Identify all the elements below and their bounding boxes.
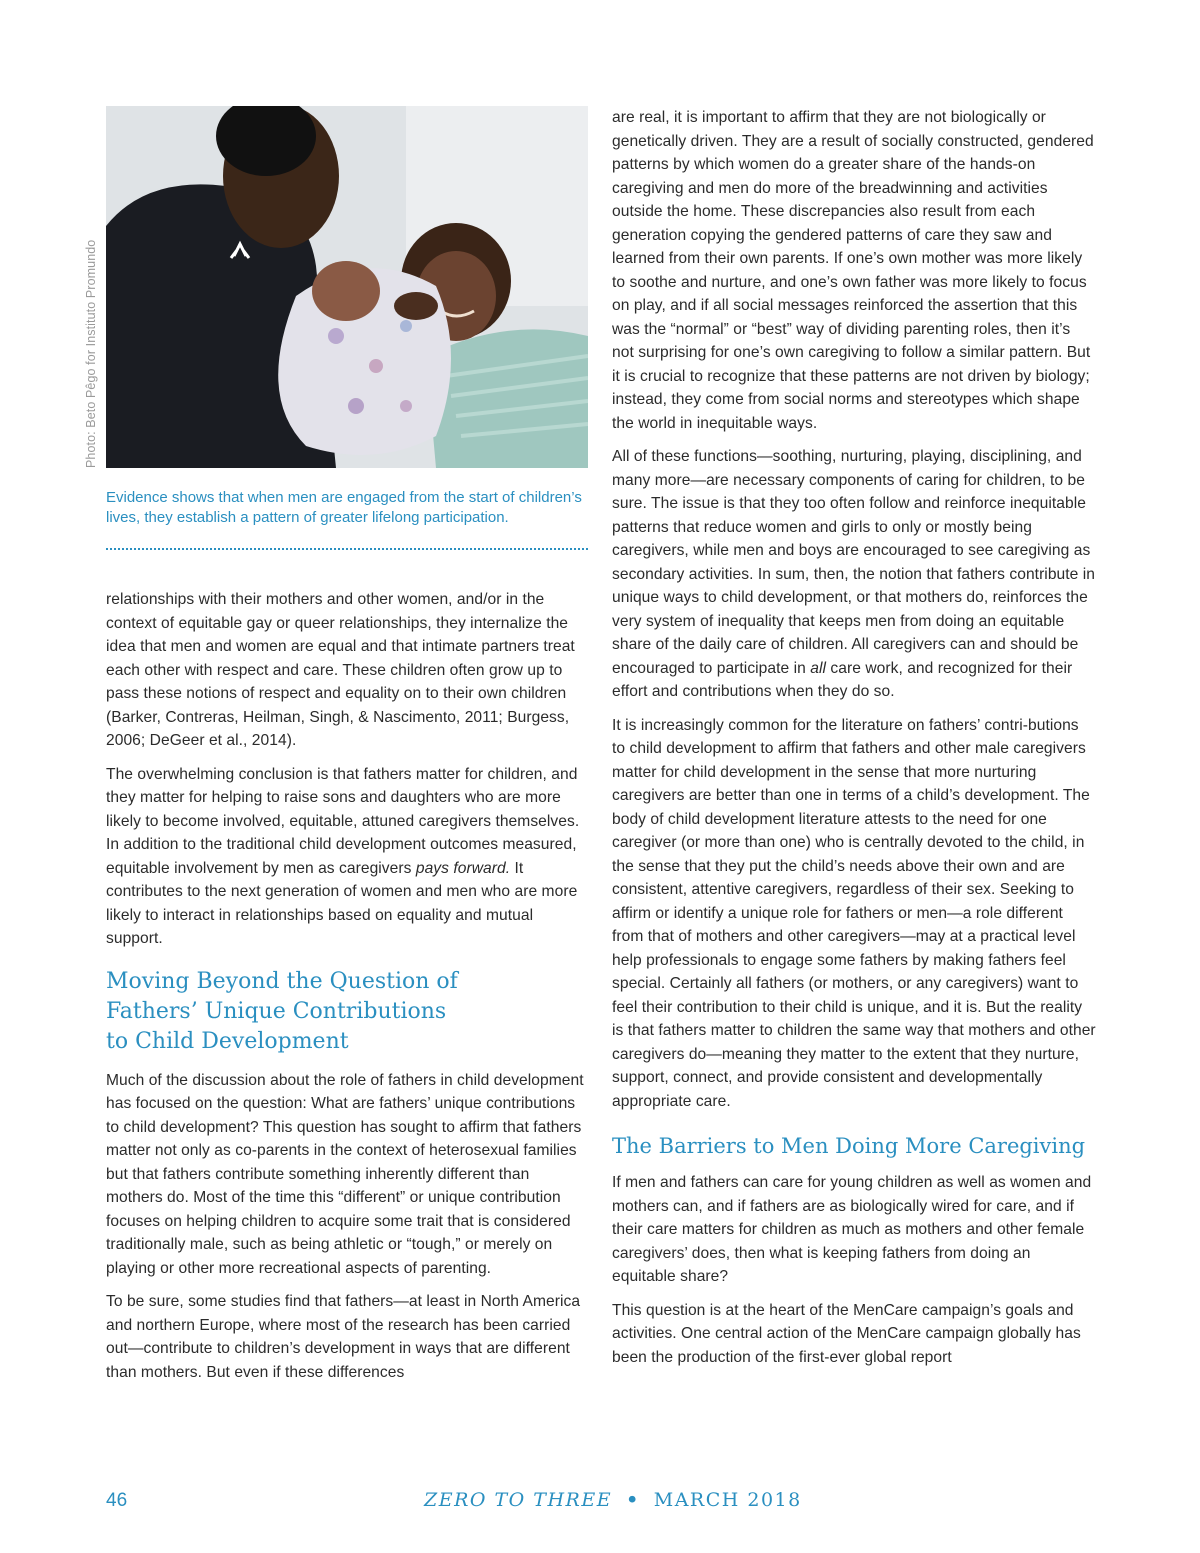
left-paragraph-4: To be sure, some studies find that fathers—at least in North America and northern Europe, where most of the research has been carried out—contribute to children’s development in ways that are different than mothers. But even if these differences bbox=[106, 1293, 581, 1381]
left-paragraph-2-text-a: The overwhelming conclusion is that fathers matter for children, and they matter for helping to raise sons and daughters who are more likely to become involved, equitable, attuned caregivers themselves. In addition to the traditional child development outcomes measured, equitable involvement by men as caregivers bbox=[106, 765, 580, 877]
photo-credit: Photo: Beto Pêgo for Instituto Promundo bbox=[84, 239, 98, 468]
heading-line-1: Moving Beyond the Question of bbox=[106, 968, 458, 994]
footer-separator: • bbox=[626, 1489, 640, 1511]
photo-father-kissing-newborn bbox=[106, 106, 588, 468]
right-paragraph-2-italic: all bbox=[810, 659, 827, 677]
right-paragraph-4: If men and fathers can care for young children as well as women and mothers can, and if fathers are as biologically wired for care, and if their care matters for children as much as mothers and other female caregivers’ does, then what is keeping fathers from doing an equitable share? bbox=[612, 1174, 1092, 1285]
section-heading-unique-contributions bbox=[106, 967, 590, 1057]
right-paragraph-2-text-a: All of these functions—soothing, nurturing, playing, disciplining, and many more—are necessary components of caring for children, to be sure. The issue is that they too often follow and reinforce inequitable patterns that reduce women and girls to only or mostly being caregivers, while men and boys are encouraged to see caregiving as secondary activities. In sum, then, the notion that fathers contribute in unique ways to child development, or that mothers do, reinforces the very system of inequality that keeps men from doing an equitable share of the daily care of children. All caregivers can and should be encouraged to participate in bbox=[612, 448, 1095, 677]
right-column bbox=[612, 106, 1096, 1379]
footer-publication bbox=[424, 1489, 802, 1511]
left-paragraph-2 bbox=[106, 763, 590, 951]
section-heading-barriers: The Barriers to Men Doing More Caregiving bbox=[612, 1134, 1086, 1158]
left-column bbox=[106, 588, 590, 1394]
photo-caption: Evidence shows that when men are engaged from the start of children’s lives, they establish a pattern of greater lifelong participation. bbox=[106, 489, 582, 526]
heading-line-3: to Child Development bbox=[106, 1028, 349, 1054]
right-paragraph-5: This question is at the heart of the MenCare campaign’s goals and activities. One central action of the MenCare campaign globally has been the production of the first-ever global report bbox=[612, 1301, 1081, 1366]
heading-line-2: Fathers’ Unique Contributions bbox=[106, 998, 447, 1024]
right-paragraph-2-text-b: care work, and recognized for their effort and contributions when they do so. bbox=[612, 659, 1073, 700]
left-paragraph-2-text-b: It contributes to the next generation of women and men who are more likely to interact in relationships based on equality and mutual support. bbox=[106, 859, 578, 947]
left-paragraph-1: relationships with their mothers and other women, and/or in the context of equitable gay or queer relationships, they internalize the idea that men and women are equal and that intimate partners treat each other with respect and care. These children often grow up to pass these notions of respect and equality on to their own children (Barker, Contreras, Heilman, Singh, & Nascimento, 2011; Burgess, 2006; DeGeer et al., 2014). bbox=[106, 591, 575, 749]
footer-issue-date: MARCH 2018 bbox=[653, 1489, 802, 1511]
right-paragraph-2 bbox=[612, 445, 1096, 704]
left-paragraph-2-italic: pays forward. bbox=[415, 859, 511, 877]
right-paragraph-1: are real, it is important to affirm that they are not biologically or genetically driven. They are a result of socially constructed, gendered patterns by which women do a greater share of the hands-on caregiving and men do more of the breadwinning and activities outside the home. These discrepancies also result from each generation copying the gendered patterns of care they saw and learned from their own parents. If one’s own mother was more likely to soothe and nurture, and one’s own father was more likely to focus on play, and if all social messages reinforced the assertion that this was the “normal” or “best” way of dividing parenting roles, then it’s not surprising for one’s own caregiving to follow a similar pattern. But it is crucial to recognize that these patterns are not driven by biology; instead, they come from social norms and stereotypes which shape the world in inequitable ways. bbox=[612, 109, 1094, 432]
page-number: 46 bbox=[106, 1490, 128, 1511]
footer-magazine-name: ZERO TO THREE bbox=[424, 1489, 613, 1511]
photo-illustration bbox=[106, 106, 588, 468]
caption-divider bbox=[106, 548, 588, 550]
left-paragraph-3: Much of the discussion about the role of fathers in child development has focused on the question: What are fathers’ unique contributions to child development? This question has sought to affirm that fathers matter not only as co-parents in the context of heterosexual families but that fathers contribute something inherently different than mothers do. Most of the time this “different” or unique contribution focuses on helping children to acquire some trait that is considered traditionally male, such as being athletic or “tough,” or merely on playing or other more recreational aspects of parenting. bbox=[106, 1071, 584, 1277]
right-paragraph-3: It is increasingly common for the literature on fathers’ contri-butions to child development to affirm that fathers and other male caregivers matter for child development in the sense that more nurturing caregivers are better than one in terms of a child’s development. The body of child development literature attests to the need for one caregiver (or more than one) who is centrally devoted to the child, in the sense that they put the child’s needs above their own and are consistent, attentive caregivers, regardless of their sex. Seeking to affirm or identify a unique role for fathers or men—a role different from that of mothers and other caregivers—may at a practical level help professionals to engage some fathers by making fathers feel special. Certainly all fathers (or mothers, or any caregivers) want to feel their contribution to their child is unique, and it is. But the reality is that fathers matter to children the same way that mothers and other caregivers do—meaning they matter to the extent that they nurture, support, connect, and provide consistent and developmentally appropriate care. bbox=[612, 716, 1096, 1110]
